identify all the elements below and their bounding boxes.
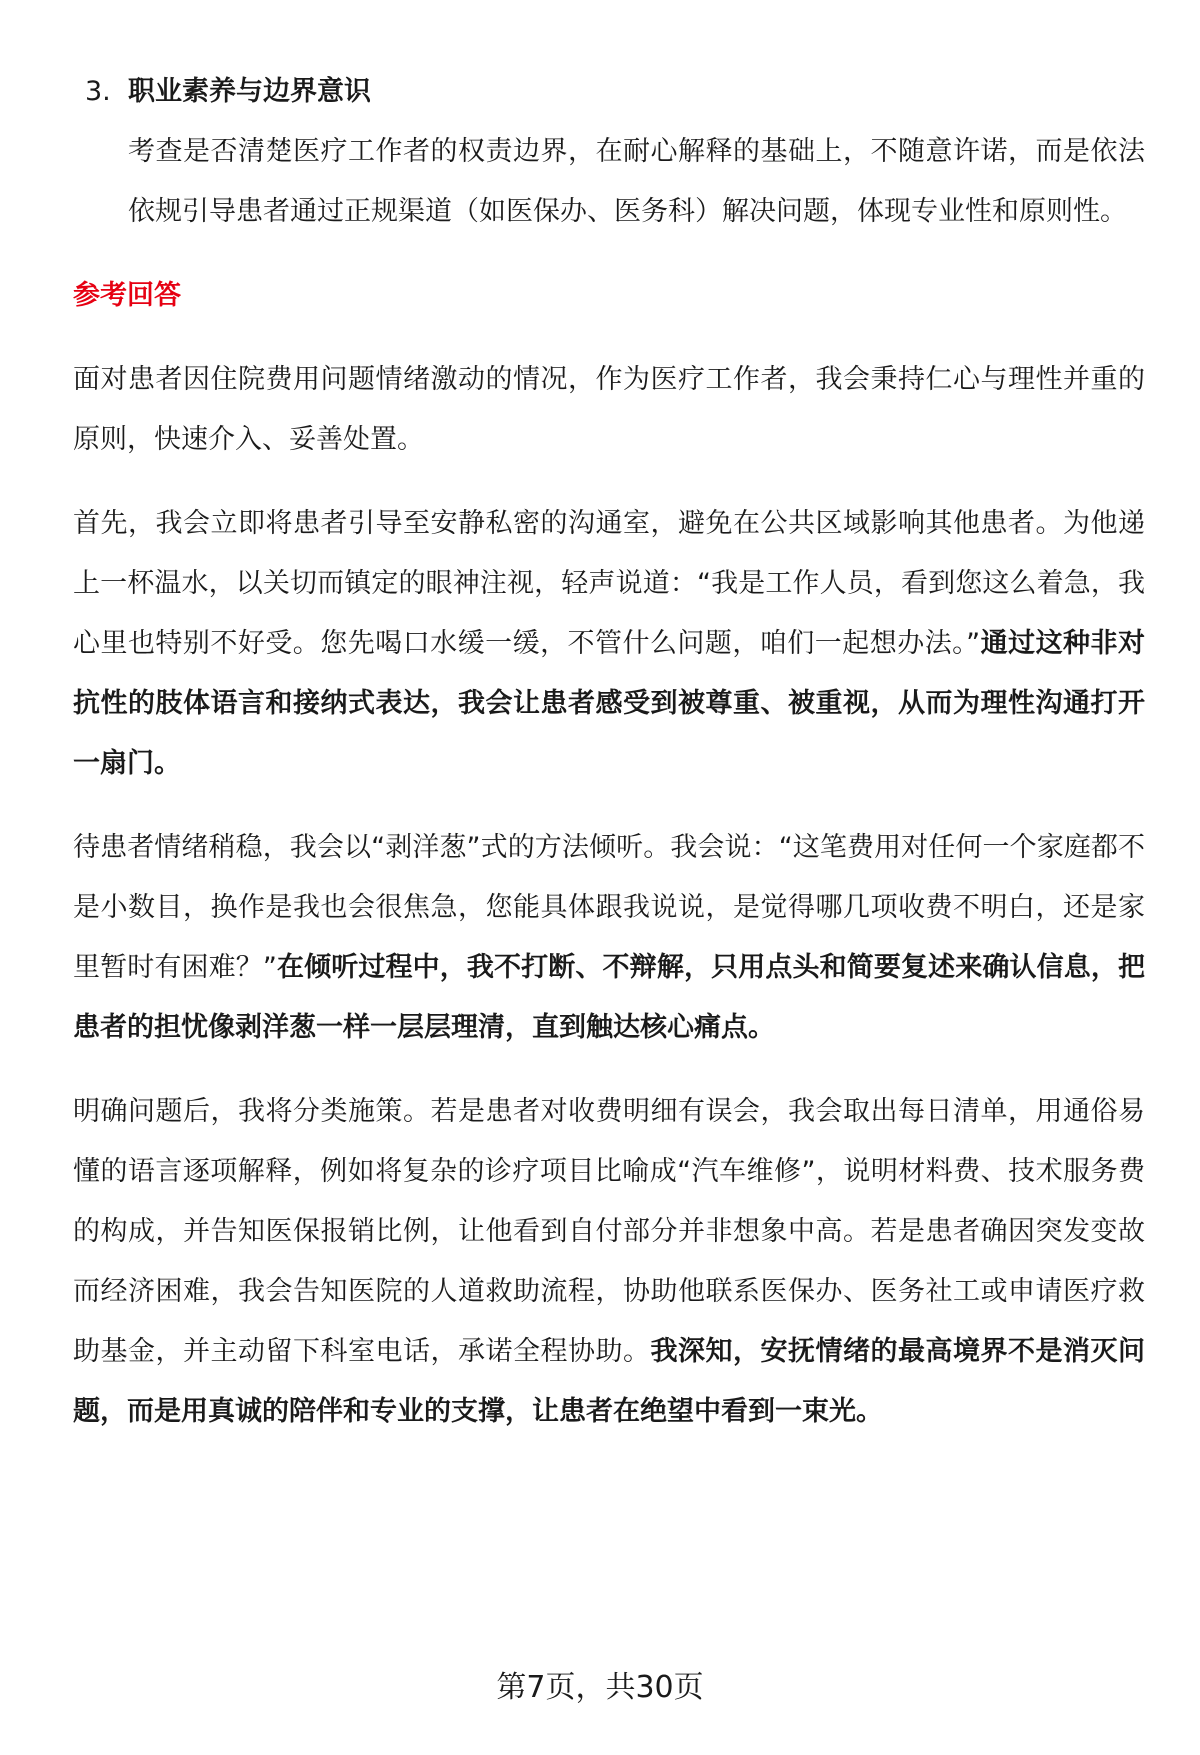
- paragraph-bold-text: 我深知，安抚情绪的最高境界不是消灭问题，而是用真诚的陪伴和专业的支撑，让患者在绝望中看到一束光。: [73, 1336, 1145, 1427]
- page-footer: 第7页，共30页: [496, 1670, 704, 1705]
- section-heading: 参考回答: [73, 280, 181, 311]
- paragraph-bold-text: 在倾听过程中，我不打断、不辩解，只用点头和简要复述来确认信息，把患者的担忧像剥洋葱一样一层层理清，直到触达核心痛点。: [73, 952, 1145, 1043]
- paragraph-1: [73, 350, 1145, 470]
- paragraph-text: 待患者情绪稍稳，我会以“剥洋葱”式的方法倾听。我会说：“这笔费用对任何一个家庭都不是小数目，换作是我也会很焦急，您能具体跟我说说，是觉得哪几项收费不明白，还是家里暂时有困难？”: [73, 832, 1145, 983]
- paragraph-text: 首先，我会立即将患者引导至安静私密的沟通室，避免在公共区域影响其他患者。为他递上一杯温水，以关切而镇定的眼神注视，轻声说道：“我是工作人员，看到您这么着急，我心里也特别不好受。您先喝口水缓一缓，不管什么问题，咱们一起想办法。”: [73, 508, 1145, 659]
- document-page: [73, 62, 1145, 1442]
- paragraph-2: [73, 494, 1145, 794]
- list-item-3: [73, 62, 1145, 242]
- list-item-title: 职业素养与边界意识: [128, 76, 371, 107]
- paragraph-3: [73, 818, 1145, 1058]
- list-number: 3.: [85, 76, 111, 107]
- paragraph-bold-text: 通过这种非对抗性的肢体语言和接纳式表达，我会让患者感受到被尊重、被重视，从而为理性沟通打开一扇门。: [73, 628, 1145, 779]
- paragraph-text: 明确问题后，我将分类施策。若是患者对收费明细有误会，我会取出每日清单，用通俗易懂的语言逐项解释，例如将复杂的诊疗项目比喻成“汽车维修”，说明材料费、技术服务费的构成，并告知医保报销比例，让他看到自付部分并非想象中高。若是患者确因突发变故而经济困难，我会告知医院的人道救助流程，协助他联系医保办、医务社工或申请医疗救助基金，并主动留下科室电话，承诺全程协助。: [73, 1096, 1145, 1367]
- paragraph-4: [73, 1082, 1145, 1442]
- list-item-body: 考查是否清楚医疗工作者的权责边界，在耐心解释的基础上，不随意许诺，而是依法依规引导患者通过正规渠道（如医保办、医务科）解决问题，体现专业性和原则性。: [128, 136, 1145, 227]
- paragraph-text: 面对患者因住院费用问题情绪激动的情况，作为医疗工作者，我会秉持仁心与理性并重的原则，快速介入、妥善处置。: [73, 364, 1145, 455]
